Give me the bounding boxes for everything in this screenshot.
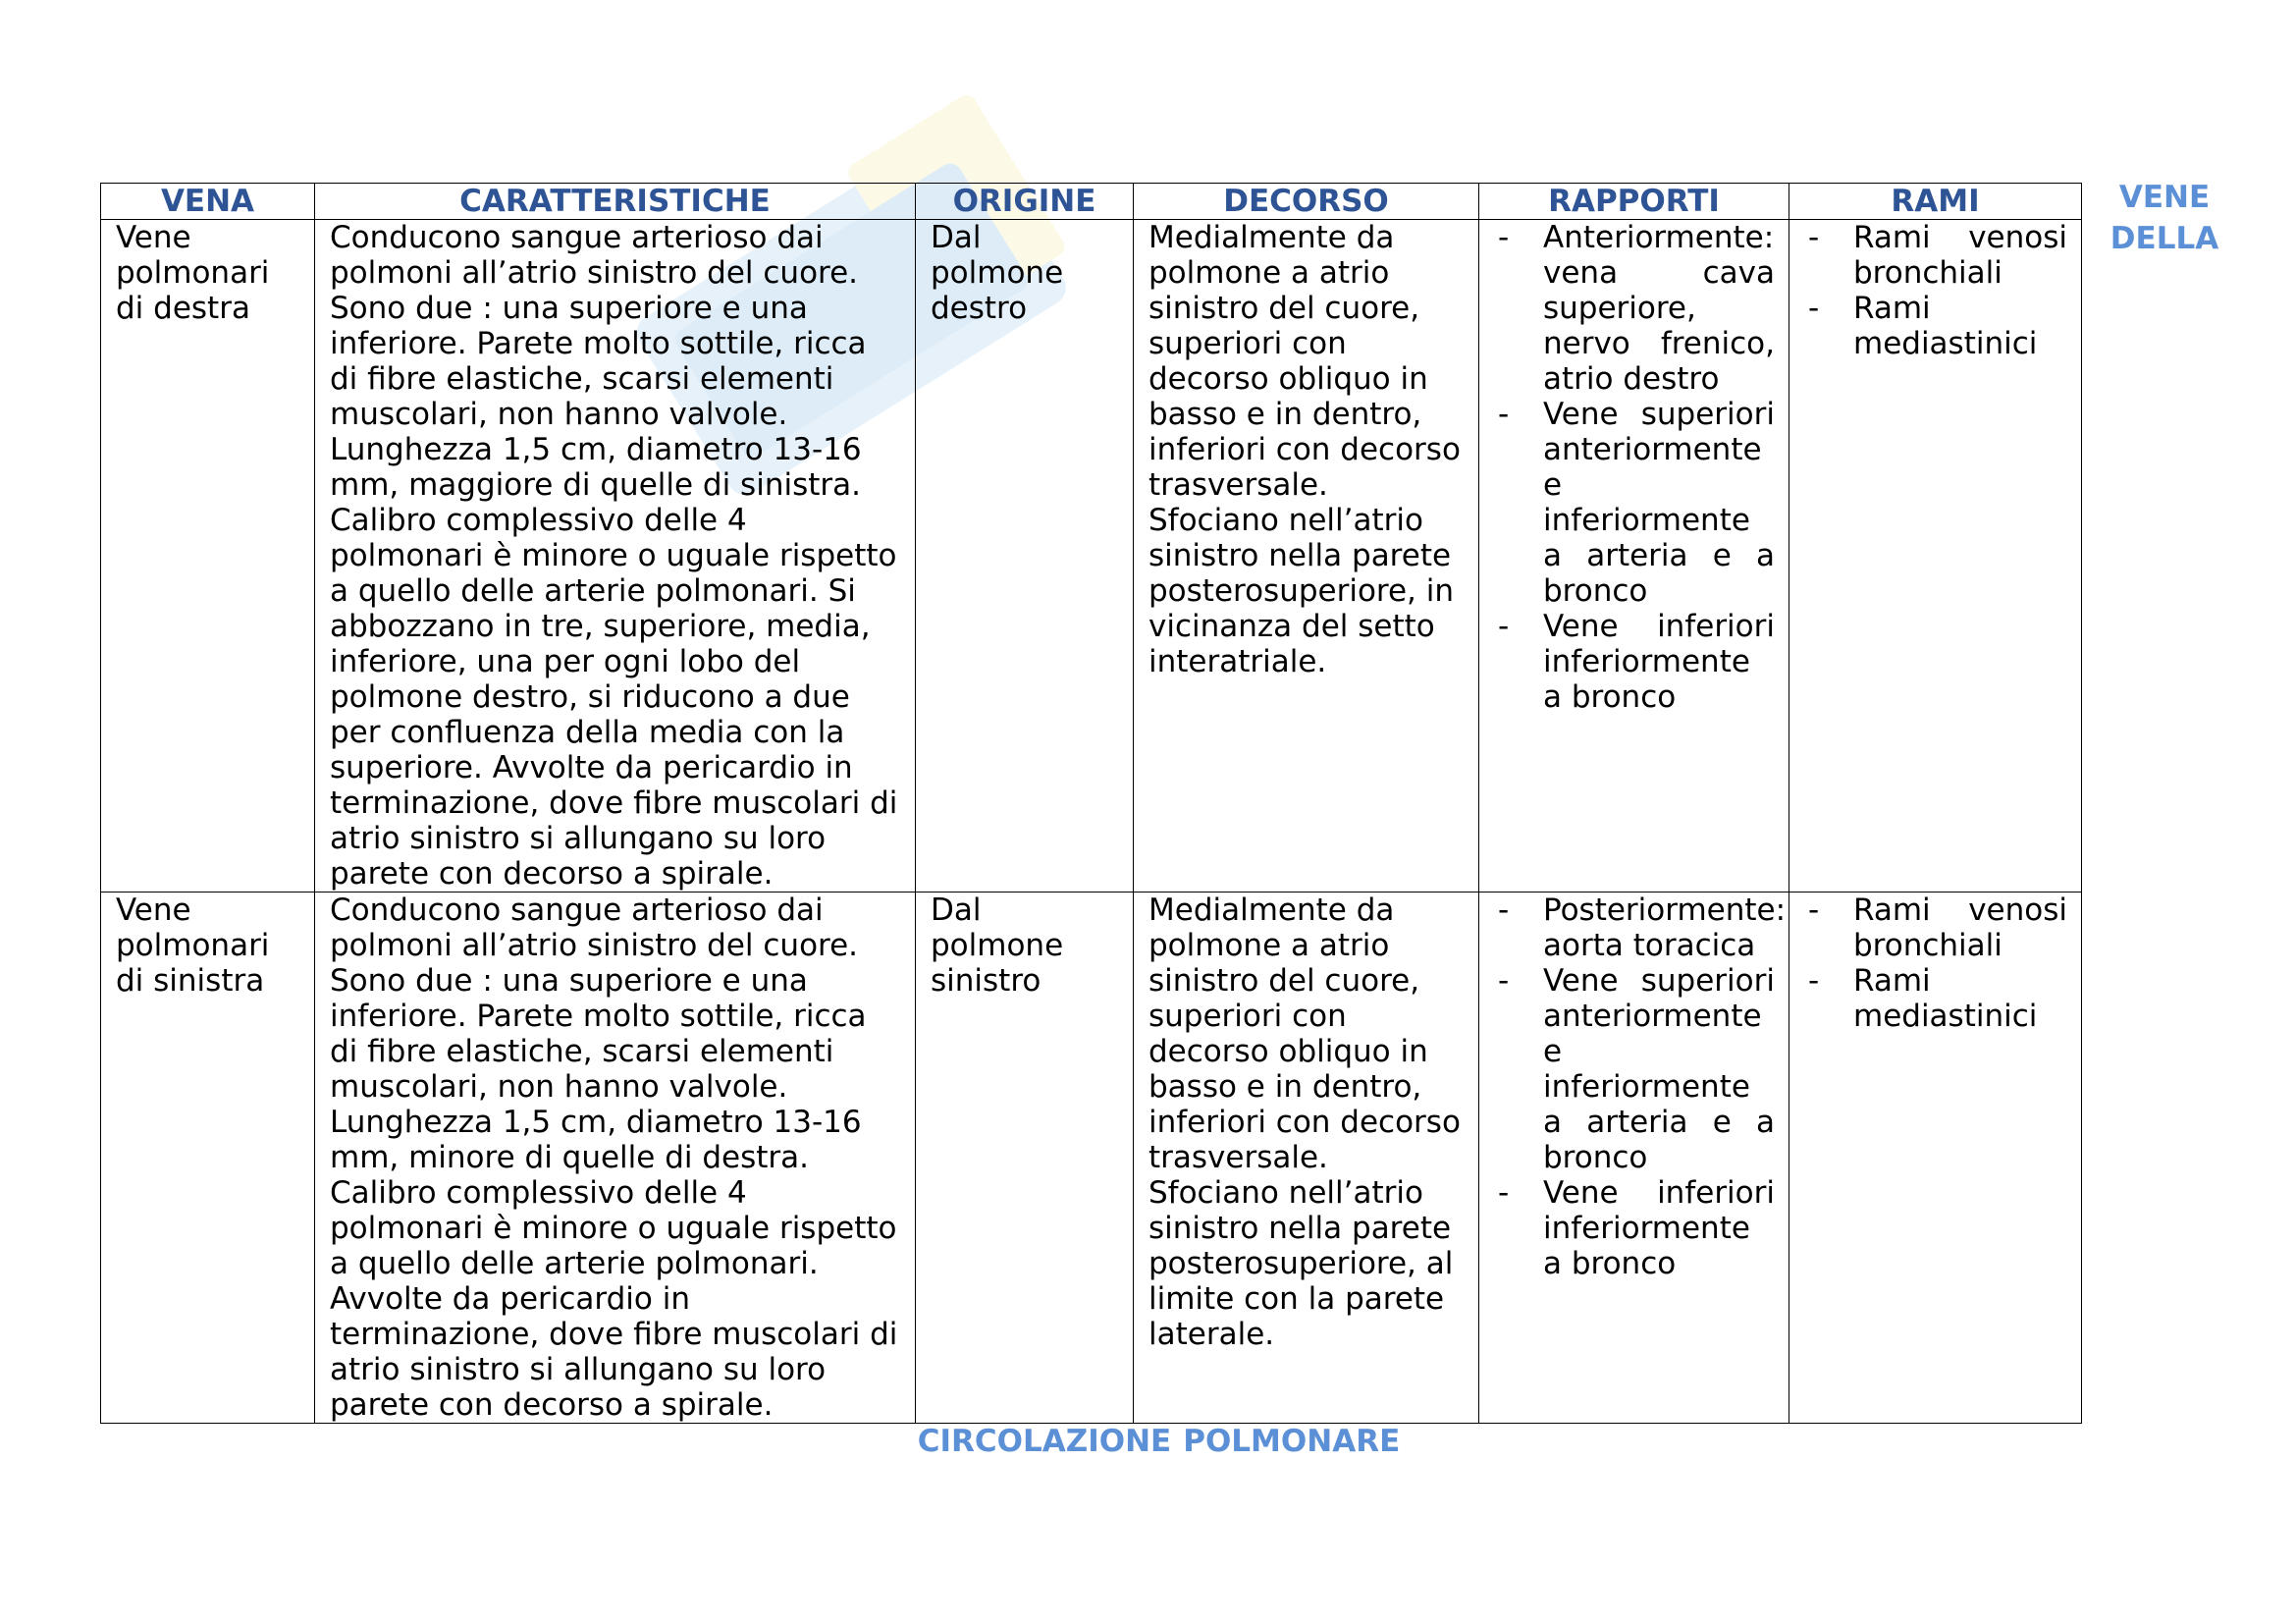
list-item: - Rami venosi bronchiali	[1804, 893, 2067, 963]
header-rami: RAMI	[1789, 184, 2082, 220]
rapporti-list	[1494, 220, 1775, 715]
list-item: - Rami mediastinici	[1804, 963, 2067, 1034]
list-item: - Vene superiori anteriormente e inferiormente a arteria e a bronco	[1494, 397, 1775, 609]
table-row	[101, 893, 2082, 1424]
rami-list	[1804, 893, 2067, 1034]
header-vena: VENA	[101, 184, 315, 220]
list-item: - Vene inferiori inferiormente a bronco	[1494, 609, 1775, 715]
cell-decorso: Medialmente da polmone a atrio sinistro del cuore, superiori con decorso obliquo in basso e in dentro, inferiori con decorso trasversale. Sfociano nell’atrio sinistro nella parete posterosuperiore, al limite con la parete laterale.	[1134, 893, 1479, 1424]
side-title-line1: VENE	[2118, 180, 2211, 215]
cell-decorso: Medialmente da polmone a atrio sinistro del cuore, superiori con decorso obliquo in basso e in dentro, inferiori con decorso trasversale. Sfociano nell’atrio sinistro nella parete posterosuperiore, in vicinanza del setto interatriale.	[1134, 220, 1479, 893]
cell-vena: Vene polmonari di destra	[101, 220, 315, 893]
cell-rami	[1789, 220, 2082, 893]
list-item: - Vene inferiori inferiormente a bronco	[1494, 1175, 1775, 1281]
rapporti-list	[1494, 893, 1787, 1281]
cell-caratteristiche: Conducono sangue arterioso dai polmoni all’atrio sinistro del cuore. Sono due : una superiore e una inferiore. Parete molto sottile, ricca di fibre elastiche, scarsi elementi muscolari, non hanno valvole. Lunghezza 1,5 cm, diametro 13-16 mm, maggiore di quelle di sinistra. Calibro complessivo delle 4 polmonari è minore o uguale rispetto a quello delle arterie polmonari. Si abbozzano in tre, superiore, media, inferiore, una per ogni lobo del polmone destro, si riducono a due per confluenza della media con la superiore. Avvolte da pericardio in terminazione, dove fibre muscolari di atrio sinistro si allungano su loro parete con decorso a spirale.	[315, 220, 916, 893]
list-item: - Posteriormente: aorta toracica	[1494, 893, 1775, 963]
veins-table	[100, 183, 2082, 1424]
header-caratteristiche: CARATTERISTICHE	[315, 184, 916, 220]
header-rapporti: RAPPORTI	[1479, 184, 1789, 220]
cell-caratteristiche: Conducono sangue arterioso dai polmoni all’atrio sinistro del cuore. Sono due : una superiore e una inferiore. Parete molto sottile, ricca di fibre elastiche, scarsi elementi muscolari, non hanno valvole. Lunghezza 1,5 cm, diametro 13-16 mm, minore di quelle di destra. Calibro complessivo delle 4 polmonari è minore o uguale rispetto a quello delle arterie polmonari. Avvolte da pericardio in terminazione, dove fibre muscolari di atrio sinistro si allungano su loro parete con decorso a spirale.	[315, 893, 916, 1424]
list-item: - Rami mediastinici	[1804, 291, 2067, 361]
table-header-row	[101, 184, 2082, 220]
cell-rapporti	[1479, 220, 1789, 893]
side-title-line2: DELLA	[2109, 221, 2219, 256]
cell-rapporti	[1479, 893, 1789, 1424]
footer-title-word1: CIRCOLAZIONE	[917, 1424, 1172, 1459]
table-row	[101, 220, 2082, 893]
footer-title	[0, 1422, 2296, 1461]
header-origine: ORIGINE	[916, 184, 1134, 220]
cell-origine: Dal polmone destro	[916, 220, 1134, 893]
side-title	[2091, 177, 2238, 259]
footer-title-word2: POLMONARE	[1183, 1424, 1401, 1459]
cell-rami	[1789, 893, 2082, 1424]
list-item: - Rami venosi bronchiali	[1804, 220, 2067, 291]
list-item: - Vene superiori anteriormente e inferiormente a arteria e a bronco	[1494, 963, 1775, 1175]
rami-list	[1804, 220, 2067, 361]
list-item: - Anteriormente: vena cava superiore, nervo frenico, atrio destro	[1494, 220, 1775, 397]
header-decorso: DECORSO	[1134, 184, 1479, 220]
cell-vena: Vene polmonari di sinistra	[101, 893, 315, 1424]
cell-origine: Dal polmone sinistro	[916, 893, 1134, 1424]
